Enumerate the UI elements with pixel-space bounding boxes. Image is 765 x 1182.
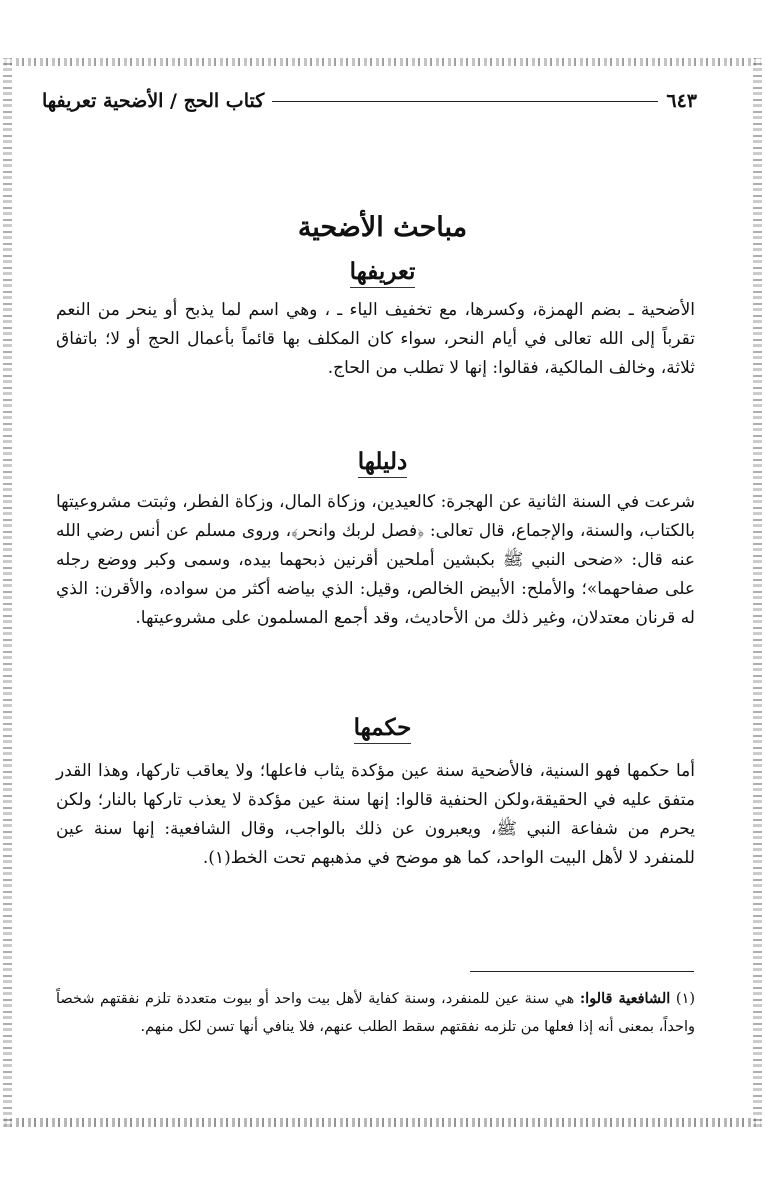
footnote-text: هي سنة عين للمنفرد، وسنة كفاية لأهل بيت واحد أو بيوت متعددة تلزم نفقتهم شخصاً واحداً، بمعنى أنه إذا فعلها من تلزمه نفقتهم سقط الطلب عنهم، فلا ينافي أنها تسن لكل منهم. bbox=[56, 991, 695, 1035]
paragraph-evidence: شرعت في السنة الثانية عن الهجرة: كالعيدين، وزكاة المال، وزكاة الفطر، وثبتت مشروعيتها بالكتاب، والسنة، والإجماع، قال تعالى: ﴿فصل لربك وانحر﴾، وروى مسلم عن أنس رضي الله عنه قال: «ضحى النبي ﷺ بكبشين أملحين أقرنين ذبحهما بيده، وسمى وكبر ووضع رجله على صفاحهما»؛ والأملح: الأبيض الخالص، وقيل: الذي بياضه أكثر من سواده، والأقرن: الذي له قرنان معتدلان، وغير ذلك من الأحاديث، وقد أجمع المسلمون على مشروعيتها. bbox=[56, 492, 695, 628]
footnote bbox=[56, 985, 695, 1041]
paragraph-definition: الأضحية ـ بضم الهمزة، وكسرها، مع تخفيف الياء ـ ، وهي اسم لما يذبح أو ينحر من النعم تقرباً إلى الله تعالى في أيام النحر، سواء كان المكلف بها قائماً بأعمال الحج أو لا؛ باتفاق ثلاثة، وخالف المالكية، فقالوا: إنها لا تطلب من الحاج. bbox=[56, 300, 695, 378]
section-heading-definition: تعريفها bbox=[0, 258, 765, 285]
chapter-title: مباحث الأضحية bbox=[297, 212, 468, 243]
running-title: كتاب الحج / الأضحية تعريفها bbox=[42, 90, 265, 112]
section-heading-ruling: حكمها bbox=[0, 714, 765, 741]
decorative-border-top bbox=[4, 58, 761, 66]
page-number: ٦٤٣ bbox=[666, 90, 697, 112]
decorative-border-bottom bbox=[4, 1118, 761, 1127]
page-header bbox=[42, 86, 697, 116]
paragraph-ruling: أما حكمها فهو السنية، فالأضحية سنة عين مؤكدة يثاب فاعلها؛ ولا يعاقب تاركها، وهذا القدر متفق عليه في الحقيقة،ولكن الحنفية قالوا: إنها سنة عين مؤكدة لا يعذب تاركها بالنار؛ ولكن يحرم من شفاعة النبي ﷺ، ويعبرون عن ذلك بالواجب، وقال الشافعية: إنها سنة عين للمنفرد لا لأهل البيت الواحد، كما هو موضح في مذهبهم تحت الخط(١). bbox=[56, 761, 695, 868]
section-heading-evidence: دليلها bbox=[0, 448, 765, 475]
header-rule bbox=[272, 101, 658, 102]
footnote-rule bbox=[470, 971, 694, 972]
footnote-marker: (١) bbox=[675, 991, 696, 1007]
footnote-label: الشافعية قالوا: bbox=[579, 990, 671, 1007]
